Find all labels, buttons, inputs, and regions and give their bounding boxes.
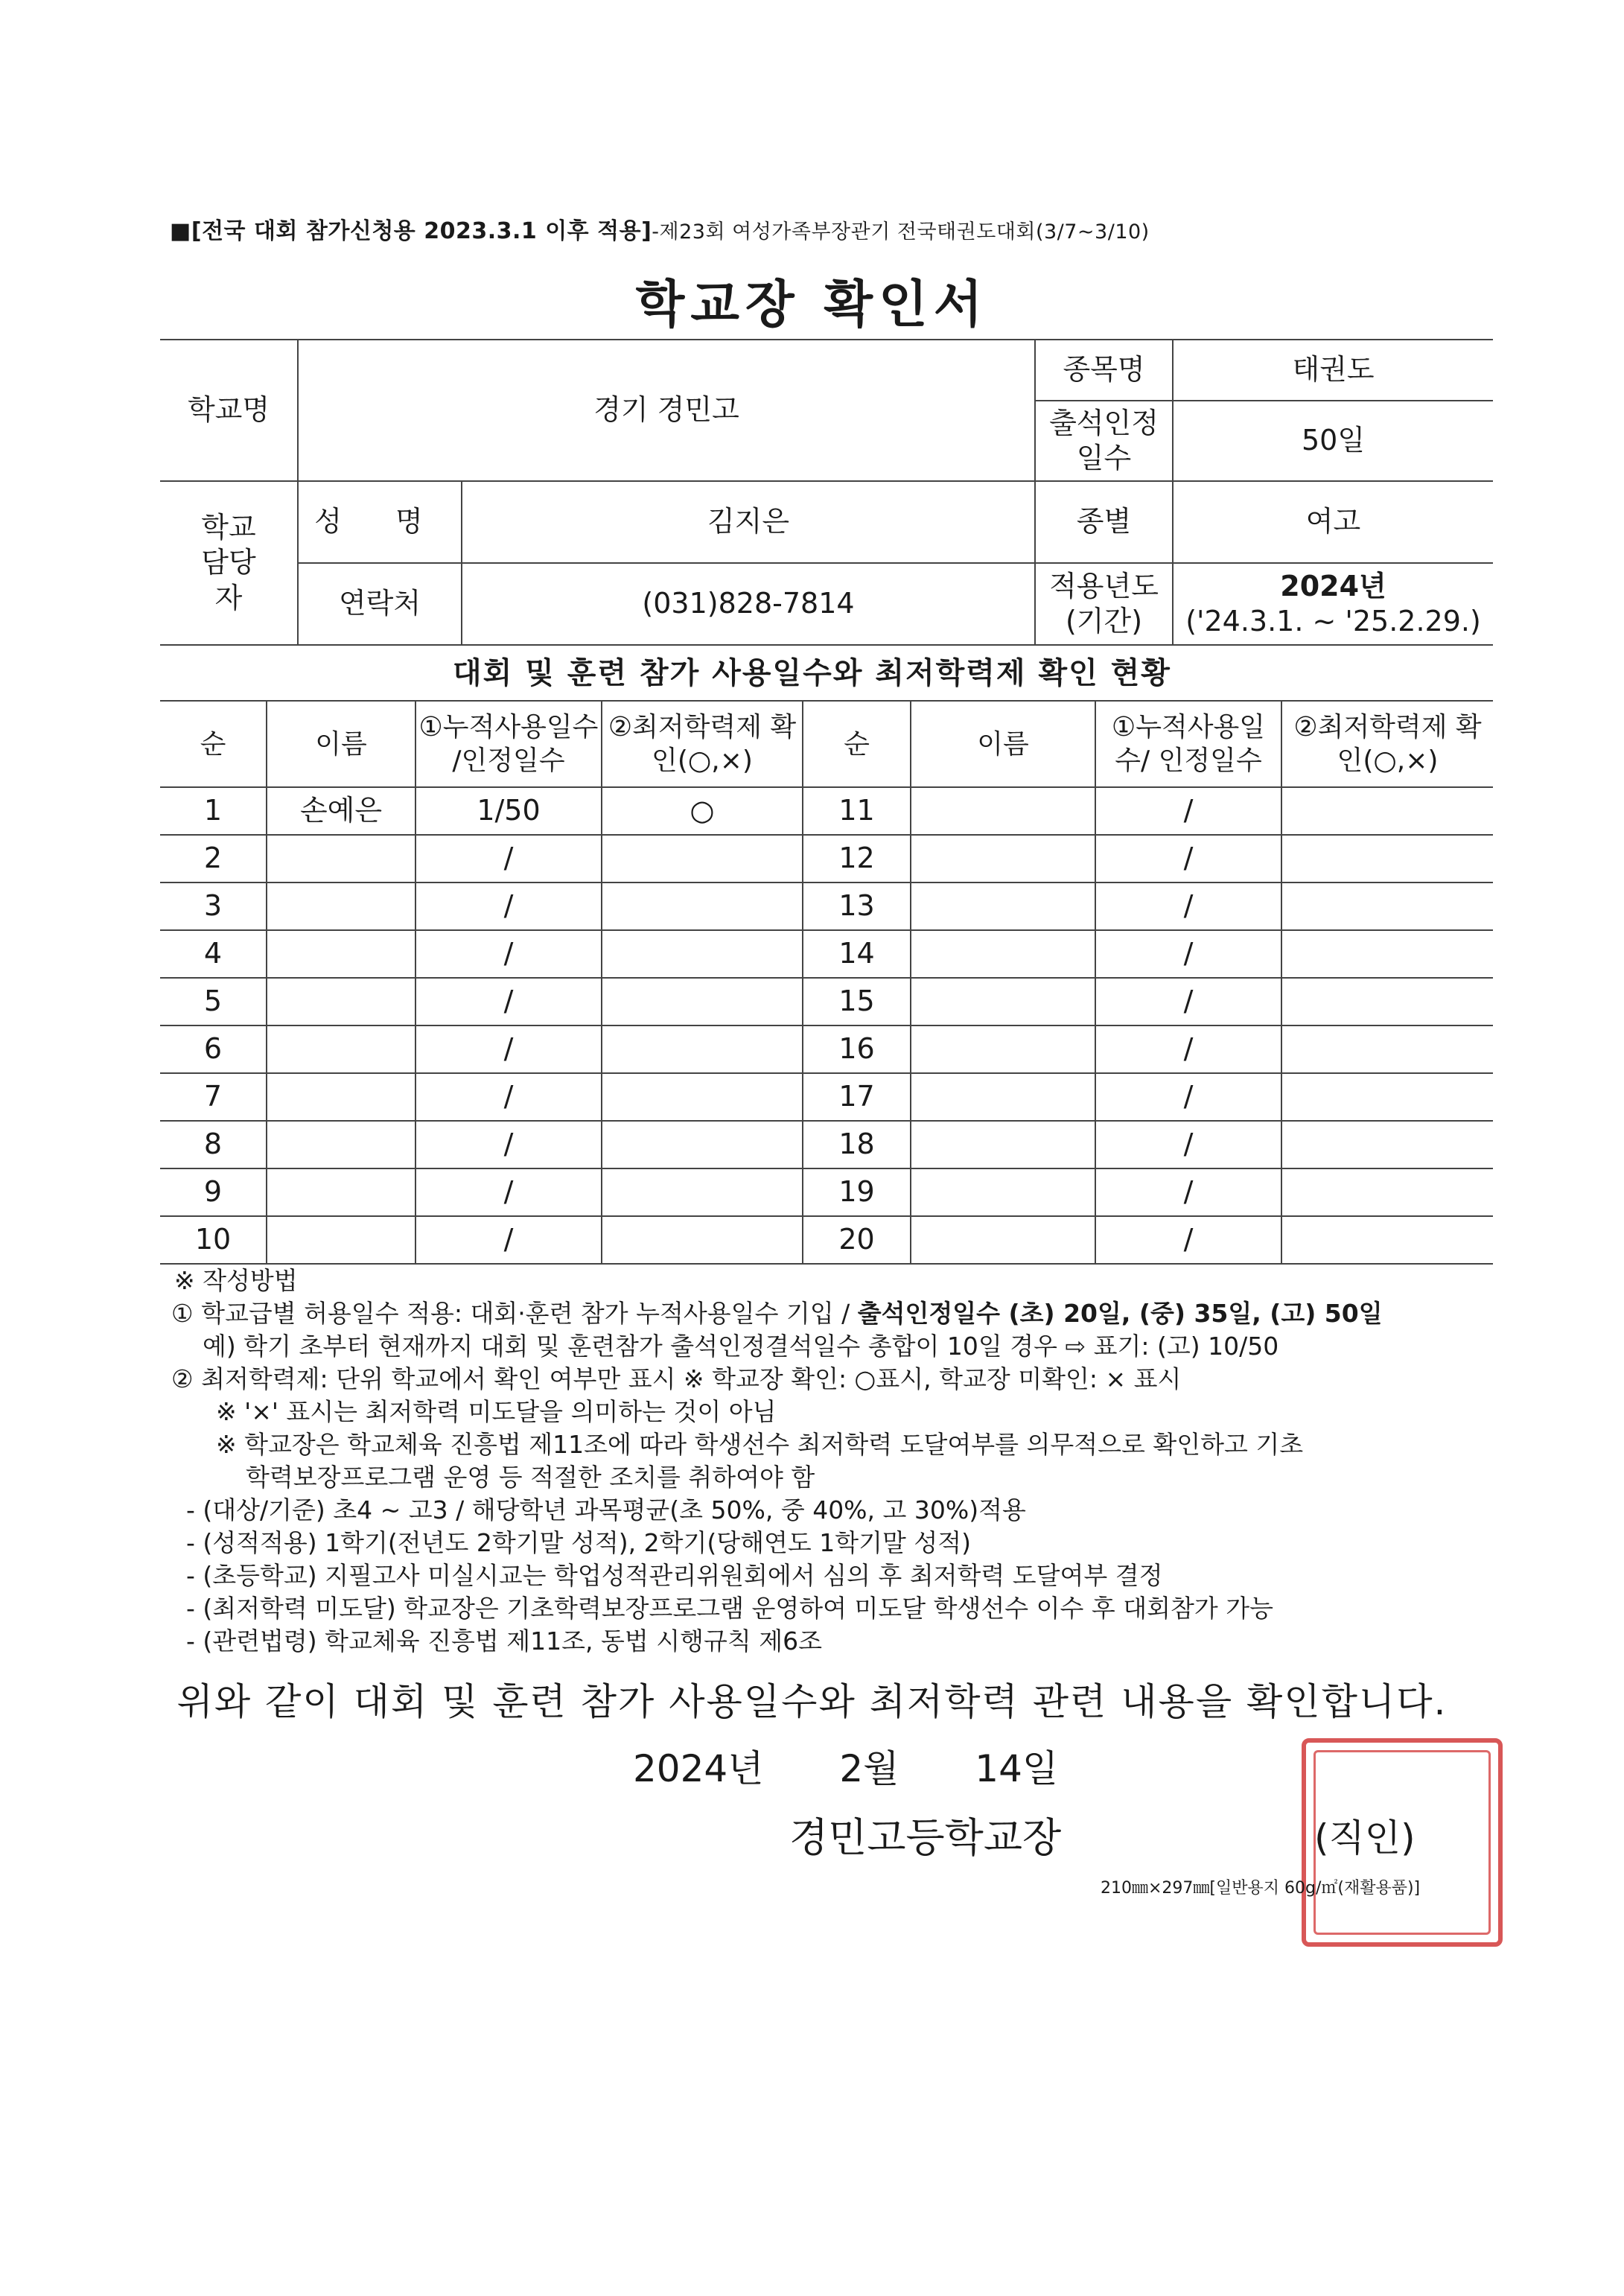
seal-label: (직인): [1314, 1816, 1416, 1860]
cell-days2: /: [1095, 930, 1281, 978]
header-check-2: ②최저학력제 확인(○,×): [1281, 701, 1493, 787]
cell-no2: 18: [803, 1121, 911, 1168]
note-1-example: 예) 학기 초부터 현재까지 대회 및 훈련참가 출석인정결석일수 총합이 10일 경우 ⇨ 표기: (고) 10/50: [203, 1332, 1279, 1361]
cell-no2: 19: [803, 1168, 911, 1216]
cell-name: [267, 1168, 415, 1216]
note-1: [171, 1297, 1512, 1330]
cell-name2: [911, 883, 1095, 930]
participation-table: [160, 700, 1493, 1265]
date-day: 14일: [975, 1747, 1059, 1790]
cell-name2: [911, 930, 1095, 978]
cell-days: /: [415, 1216, 602, 1264]
table-row: [160, 1121, 1493, 1168]
cell-check: [602, 1073, 803, 1121]
cell-check2: [1281, 978, 1493, 1025]
detail-1: - (대상/기준) 초4 ~ 고3 / 해당학년 과목평균(초 50%, 중 40%, 고 30%)적용: [186, 1495, 1026, 1524]
cell-no: 3: [160, 883, 267, 930]
year-label: 적용년도 (기간): [1035, 563, 1173, 645]
issue-date: [633, 1739, 1058, 1793]
info-table: [160, 339, 1493, 646]
header-name: 이름: [267, 701, 415, 787]
cell-no2: 11: [803, 787, 911, 835]
note-2: ② 최저학력제: 단위 학교에서 확인 여부만 표시 ※ 학교장 확인: ○표시, 학교장 미확인: × 표시: [171, 1364, 1182, 1393]
cell-days: /: [415, 1073, 602, 1121]
cell-days2: /: [1095, 1168, 1281, 1216]
cell-days2: /: [1095, 1121, 1281, 1168]
cell-name: [267, 1073, 415, 1121]
cell-check2: [1281, 787, 1493, 835]
cell-no: 4: [160, 930, 267, 978]
paper-spec-footer: 210㎜×297㎜[일반용지 60g/㎡(재활용품)]: [1101, 1879, 1421, 1898]
detail-3: - (초등학교) 지필고사 미실시교는 학업성적관리위원회에서 심의 후 최저학력 도달여부 결정: [186, 1561, 1163, 1590]
confirmation-statement: 위와 같이 대회 및 훈련 참가 사용일수와 최저학력 관련 내용을 확인합니다.: [176, 1680, 1448, 1723]
cell-no: 5: [160, 978, 267, 1025]
cell-name: [267, 835, 415, 883]
school-value: 경기 경민고: [298, 340, 1035, 481]
cell-no: 2: [160, 835, 267, 883]
header-name-2: 이름: [911, 701, 1095, 787]
detail-5: - (관련법령) 학교체육 진흥법 제11조, 동법 시행규칙 제6조: [186, 1626, 822, 1656]
cell-check2: [1281, 835, 1493, 883]
cell-name2: [911, 978, 1095, 1025]
table-row: [160, 787, 1493, 835]
cell-check: ○: [602, 787, 803, 835]
cell-check2: [1281, 930, 1493, 978]
cell-name2: [911, 1121, 1095, 1168]
cell-check2: [1281, 1121, 1493, 1168]
table-row: [160, 1216, 1493, 1264]
cell-days2: /: [1095, 787, 1281, 835]
cell-no: 10: [160, 1216, 267, 1264]
category-label: 종별: [1035, 481, 1173, 563]
detail-2: - (성적적용) 1학기(전년도 2학기말 성적), 2학기(당해연도 1학기말 성적): [186, 1528, 972, 1557]
note-2-b: ※ 학교장은 학교체육 진흥법 제11조에 따라 학생선수 최저학력 도달여부를 의무적으로 확인하고 기초: [216, 1430, 1304, 1459]
sport-value: 태권도: [1173, 340, 1493, 401]
category-value: 여고: [1173, 481, 1493, 563]
cell-no2: 12: [803, 835, 911, 883]
cell-check2: [1281, 1025, 1493, 1073]
manager-label: 학교 담당자: [160, 481, 298, 645]
cell-days: /: [415, 883, 602, 930]
cell-check2: [1281, 1168, 1493, 1216]
note-2-a: ※ '×' 표시는 최저학력 미도달을 의미하는 것이 아님: [216, 1397, 777, 1426]
cell-days: /: [415, 1168, 602, 1216]
cell-check: [602, 1025, 803, 1073]
name-value: 김지은: [462, 481, 1035, 563]
cell-no: 8: [160, 1121, 267, 1168]
cell-no: 6: [160, 1025, 267, 1073]
cell-no2: 17: [803, 1073, 911, 1121]
school-label: 학교명: [160, 340, 298, 481]
year-cell: [1173, 563, 1493, 645]
cell-check2: [1281, 1216, 1493, 1264]
cell-check: [602, 978, 803, 1025]
cell-name: [267, 978, 415, 1025]
cell-days: /: [415, 930, 602, 978]
cell-name: [267, 1025, 415, 1073]
document-title: 학교장 확인서: [635, 276, 989, 334]
table-row: [160, 883, 1493, 930]
table-row: [160, 978, 1493, 1025]
table-header-row: [160, 701, 1493, 787]
signer-name: 경민고등학교장: [789, 1814, 1062, 1861]
cell-no: 1: [160, 787, 267, 835]
header-days-2: ①누적사용일수/ 인정일수: [1095, 701, 1281, 787]
note-1-text: ① 학교급별 허용일수 적용: 대회·훈련 참가 누적사용일수 기입 /: [171, 1299, 858, 1328]
contact-label: 연락처: [298, 563, 462, 645]
cell-name2: [911, 1168, 1095, 1216]
cell-days2: /: [1095, 1216, 1281, 1264]
header-days: ①누적사용일수 /인정일수: [415, 701, 602, 787]
cell-days2: /: [1095, 835, 1281, 883]
cell-no: 9: [160, 1168, 267, 1216]
cell-no2: 16: [803, 1025, 911, 1073]
contact-value: (031)828-7814: [462, 563, 1035, 645]
cell-check: [602, 1121, 803, 1168]
notes-heading: ※ 작성방법: [174, 1266, 298, 1295]
note-1-bold: 출석인정일수 (초) 20일, (중) 35일, (고) 50일: [857, 1299, 1383, 1328]
cell-name: [267, 1121, 415, 1168]
cell-name: 손예은: [267, 787, 415, 835]
cell-check: [602, 1168, 803, 1216]
table-row: [160, 1073, 1493, 1121]
cell-name2: [911, 1216, 1095, 1264]
cell-name2: [911, 787, 1095, 835]
cell-days2: /: [1095, 1025, 1281, 1073]
header-check: ②최저학력제 확인(○,×): [602, 701, 803, 787]
cell-days2: /: [1095, 883, 1281, 930]
note-2-c: 학력보장프로그램 운영 등 적절한 조치를 취하여야 함: [246, 1463, 815, 1492]
sport-label: 종목명: [1035, 340, 1173, 401]
cell-days: /: [415, 1121, 602, 1168]
instructions: [171, 1265, 1512, 1658]
cell-days: /: [415, 835, 602, 883]
cell-name: [267, 1216, 415, 1264]
name-label: 성 명: [298, 481, 462, 563]
cell-check2: [1281, 1073, 1493, 1121]
cell-check: [602, 930, 803, 978]
cell-name2: [911, 1025, 1095, 1073]
cell-days2: /: [1095, 978, 1281, 1025]
cell-no2: 13: [803, 883, 911, 930]
cell-days: /: [415, 978, 602, 1025]
cell-no2: 15: [803, 978, 911, 1025]
header-event-text: -제23회 여성가족부장관기 전국태권도대회(3/7~3/10): [652, 220, 1150, 244]
cell-check: [602, 835, 803, 883]
date-month: 2월: [839, 1747, 899, 1790]
table-row: [160, 835, 1493, 883]
cell-no2: 20: [803, 1216, 911, 1264]
attendance-value: 50일: [1173, 401, 1493, 481]
cell-days: 1/50: [415, 787, 602, 835]
header-no: 순: [160, 701, 267, 787]
attendance-label: 출석인정 일수: [1035, 401, 1173, 481]
table-subtitle: 대회 및 훈련 참가 사용일수와 최저학력제 확인 현황: [453, 656, 1171, 690]
cell-no2: 14: [803, 930, 911, 978]
header-bracket-text: [전국 대회 참가신청용 2023.3.1 이후 적용]: [191, 218, 652, 244]
cell-days2: /: [1095, 1073, 1281, 1121]
cell-name: [267, 883, 415, 930]
cell-days: /: [415, 1025, 602, 1073]
header-mark: ■: [170, 218, 191, 244]
header-no-2: 순: [803, 701, 911, 787]
table-row: [160, 1168, 1493, 1216]
cell-check: [602, 883, 803, 930]
cell-no: 7: [160, 1073, 267, 1121]
cell-name: [267, 930, 415, 978]
period-value: ('24.3.1. ~ '25.2.29.): [1185, 605, 1481, 637]
form-header: [170, 212, 1150, 245]
detail-4: - (최저학력 미도달) 학교장은 기초학력보장프로그램 운영하여 미도달 학생선수 이수 후 대회참가 가능: [186, 1594, 1274, 1623]
cell-name2: [911, 1073, 1095, 1121]
table-row: [160, 1025, 1493, 1073]
cell-name2: [911, 835, 1095, 883]
year-value: 2024년: [1280, 569, 1386, 602]
cell-check: [602, 1216, 803, 1264]
table-row: [160, 930, 1493, 978]
cell-check2: [1281, 883, 1493, 930]
date-year: 2024년: [633, 1747, 764, 1790]
